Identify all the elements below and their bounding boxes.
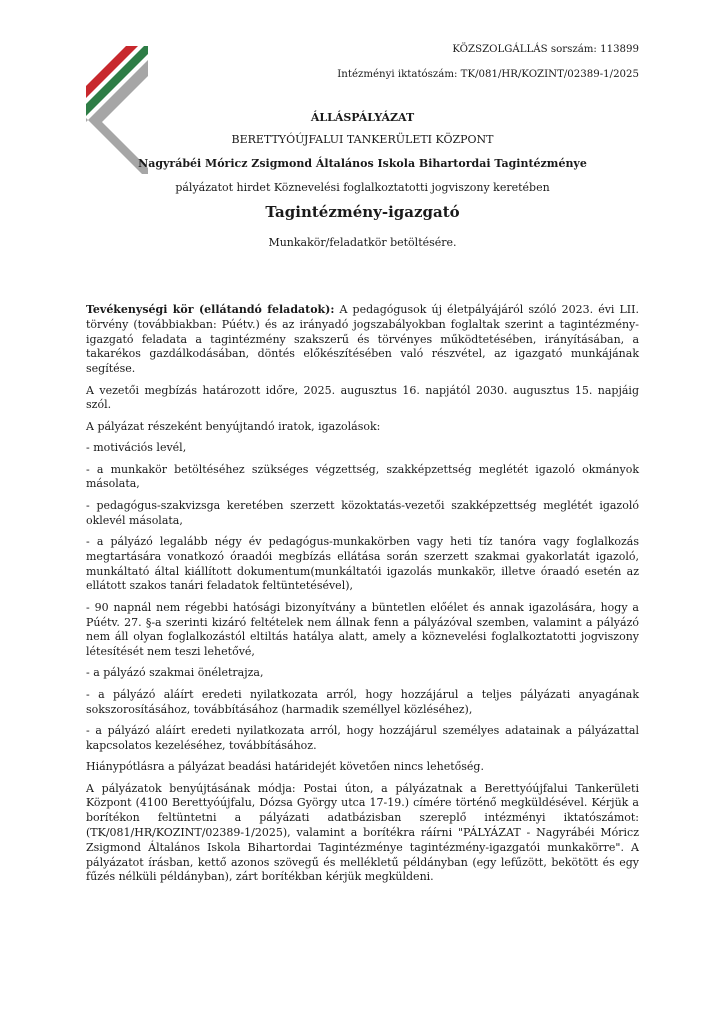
- doc-item: - a pályázó aláírt eredeti nyilatkozata arról, hogy hozzájárul a teljes pályázati anyagának sokszorosításához, továbbításához (harmadik személlyel közléséhez),: [86, 687, 639, 716]
- duties-paragraph: [86, 303, 639, 377]
- doc-item: - a munkakör betöltéséhez szükséges végzettség, szakképzettség meglétét igazoló okmányok másolata,: [86, 462, 639, 491]
- announcement-line: pályázatot hirdet Köznevelési foglalkoztatotti jogviszony keretében: [175, 181, 550, 194]
- docs-intro: A pályázat részeként benyújtandó iratok, igazolások:: [86, 419, 381, 433]
- purpose-line: Munkakör/feladatkör betöltésére.: [268, 236, 457, 249]
- institution-name: Nagyrábéi Móricz Zsigmond Általános Iskola Bihartordai Tagintézménye: [138, 157, 587, 170]
- organization-name: BERETTYÓÚJFALUI TANKERÜLETI KÖZPONT: [231, 133, 494, 146]
- position-title: Tagintézmény-igazgató: [265, 203, 460, 221]
- kozszolgalat-logo: [86, 46, 148, 174]
- duties-text: A pedagógusok új életpályájáról szóló 2023. évi LII. törvény (továbbiakban: Púétv.) és az irányadó jogszabályokban foglaltak szerint a tagintézmény-igazgató feladata a tagintézmény szakszerű és törvényes működtetésében, irányításában, a takarékos gazdálkodásában, döntés előkészítésében való részvétel, az igazgató munkájának segítése.: [86, 303, 639, 376]
- document-type: ÁLLÁSPÁLYÁZAT: [310, 111, 415, 124]
- reference-number: Intézményi iktatószám: TK/081/HR/KOZINT/02389-1/2025: [337, 69, 639, 80]
- term-paragraph: A vezetői megbízás határozott időre, 2025. augusztus 16. napjától 2030. augusztus 15. napjáig szól.: [86, 383, 639, 412]
- doc-item: - a pályázó szakmai önéletrajza,: [86, 666, 264, 680]
- duties-label: Tevékenységi kör (ellátandó feladatok):: [86, 303, 335, 316]
- no-supplement-paragraph: Hiánypótlásra a pályázat beadási határidejét követően nincs lehetőség.: [86, 760, 484, 774]
- doc-item: - a pályázó aláírt eredeti nyilatkozata arról, hogy hozzájárul személyes adatainak a pályázattal kapcsolatos kezeléséhez, továbbításához.: [86, 724, 639, 752]
- serial-number: KÖZSZOLGÁLLÁS sorszám: 113899: [452, 44, 639, 55]
- doc-item: - 90 napnál nem régebbi hatósági bizonyítvány a büntetlen előélet és annak igazolására, hogy a Púétv. 27. §-a szerinti kizáró feltételek nem állnak fenn a pályázóval szemben, valamint a pályázó nem áll olyan foglalkozástól eltiltás hatálya alatt, amely a köznevelési foglalkoztatotti jogviszony létesítését nem teszi lehetővé,: [86, 600, 639, 659]
- document-body: [86, 303, 639, 892]
- doc-item: - a pályázó legalább négy év pedagógus-munkakörben vagy heti tíz tanóra vagy foglalkozás megtartására vonatkozó óraadói megbízás ellátása során szerzett szakmai gyakorlatát igazoló, munkáltató által kiállított dokumentum(munkáltatói igazolás munkakör, illetve óraadó esetén az ellátott szakos tanári feladatok feltüntetésével),: [86, 534, 639, 593]
- doc-item: - motivációs levél,: [86, 441, 187, 455]
- submission-paragraph: A pályázatok benyújtásának módja: Postai úton, a pályázatnak a Berettyóújfalui Tankerületi Központ (4100 Berettyóújfalu, Dózsa György utca 17-19.) címére történő megküldésével. Kérjük a borítékon feltüntetni a pályázati adatbázisban szereplő intézményi iktatószámot: (TK/081/HR/KOZINT/02389-1/2025), valamint a borítékra ráírni "PÁLYÁZAT - Nagyrábéi Móricz Zsigmond Általános Iskola Bihartordai Tagintézménye tagintézmény-igazgatói munkakörre". A pályázatot írásban, kettő azonos szövegű és mellékletű példányban (egy lefűzött, bekötött és egy fűzés nélküli példányban), zárt borítékban kérjük megküldeni.: [86, 781, 639, 884]
- doc-item: - pedagógus-szakvizsga keretében szerzett közoktatás-vezetői szakképzettség meglétét igazoló oklevél másolata,: [86, 498, 639, 527]
